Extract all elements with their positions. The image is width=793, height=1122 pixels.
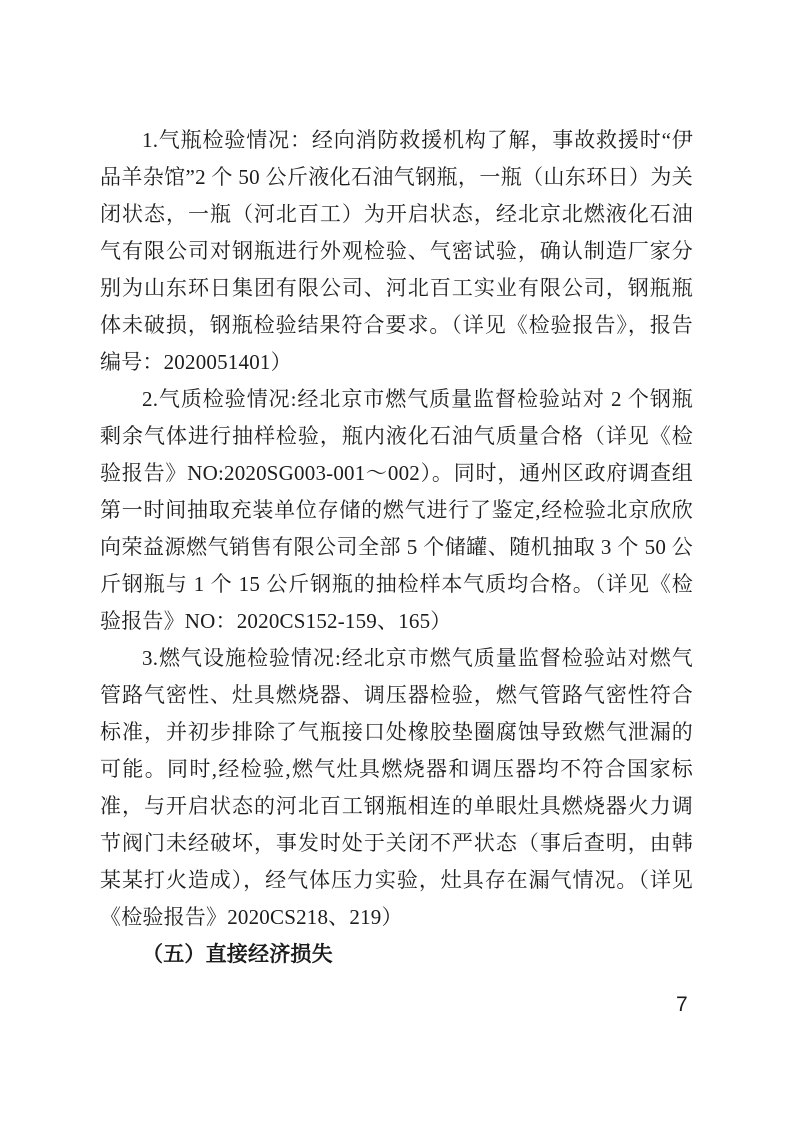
page-number: 7	[676, 993, 688, 1016]
paragraph-gas-quality-inspection: 2.气质检验情况:经北京市燃气质量监督检验站对 2 个钢瓶剩余气体进行抽样检验，瓶内液化石油气质量合格（详见《检验报告》NO:2020SG003-001～002）。同时，通州区政府调查组第一时间抽取充装单位存储的燃气进行了鉴定,经检验北京欣欣向荣益源燃气销售有限公司全部 5 个储罐、随机抽取 3 个 50 公斤钢瓶与 1 个 15 公斤钢瓶的抽检样本气质均合格。（详见《检验报告》NO：2020CS152-159、165）	[100, 387, 693, 633]
paragraph-cylinder-inspection: 1.气瓶检验情况：经向消防救援机构了解，事故救援时“伊品羊杂馆”2 个 50 公斤液化石油气钢瓶，一瓶（山东环日）为关闭状态，一瓶（河北百工）为开启状态，经北京北燃液化石油气有限公司对钢瓶进行外观检验、气密试验，确认制造厂家分别为山东环日集团有限公司、河北百工实业有限公司，钢瓶瓶体未破损，钢瓶检验结果符合要求。（详见《检验报告》，报告编号：2020051401）	[100, 128, 693, 374]
section-heading-direct-economic-loss: （五）直接经济损失	[142, 942, 333, 966]
text-block	[100, 122, 693, 973]
paragraph-gas-facility-inspection: 3.燃气设施检验情况:经北京市燃气质量监督检验站对燃气管路气密性、灶具燃烧器、调压器检验，燃气管路气密性符合标准，并初步排除了气瓶接口处橡胶垫圈腐蚀导致燃气泄漏的可能。同时,经检验,燃气灶具燃烧器和调压器均不符合国家标准，与开启状态的河北百工钢瓶相连的单眼灶具燃烧器火力调节阀门未经破坏，事发时处于关闭不严状态（事后查明，由韩某某打火造成），经气体压力实验，灶具存在漏气情况。（详见《检验报告》2020CS218、219）	[100, 646, 693, 929]
